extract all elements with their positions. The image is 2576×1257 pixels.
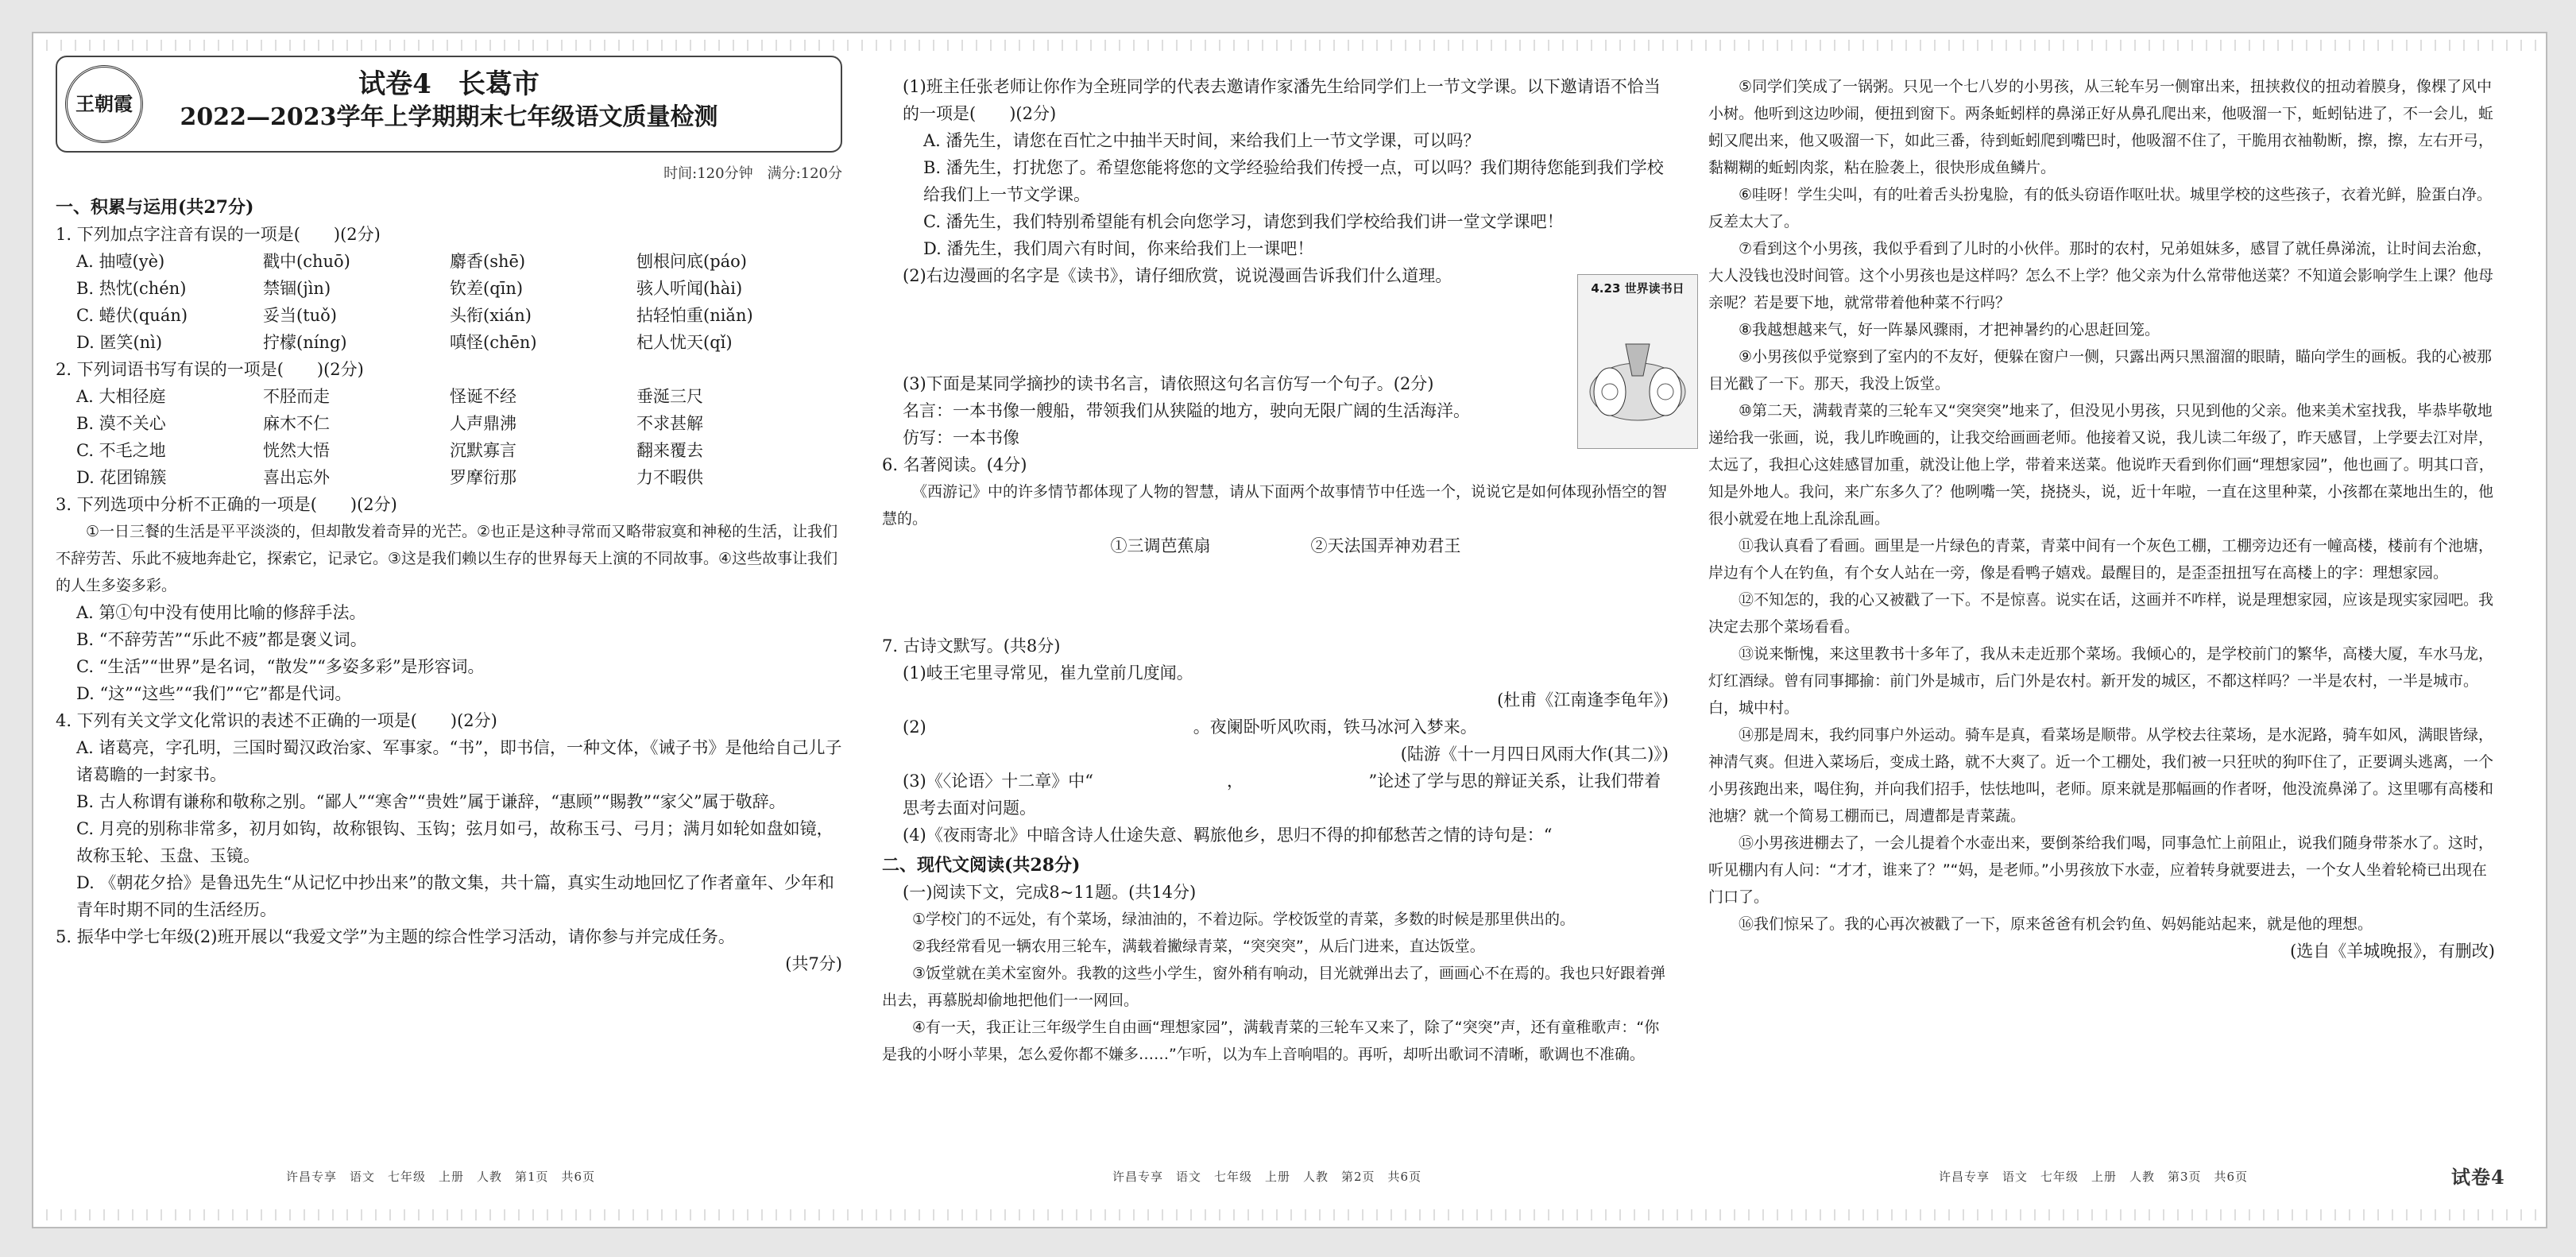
option-item: 沉默寡言 bbox=[450, 441, 516, 460]
column-1-content bbox=[56, 194, 842, 977]
exam-title: 试卷4 长葛市 bbox=[358, 68, 540, 100]
text-line: C. 潘先生，我们特别希望能有机会向您学习，请您到我们学校给我们讲一堂文学课吧！ bbox=[923, 212, 1564, 231]
option-item: 戳中(chuō) bbox=[263, 252, 350, 271]
option-row bbox=[56, 410, 842, 437]
text-line: (1)岐王宅里寻常见，崔九堂前几度闻。 bbox=[903, 663, 1193, 683]
option-item: 拧檬(níng) bbox=[263, 333, 347, 352]
option-item: 麻木不仁 bbox=[263, 414, 330, 433]
option-row bbox=[56, 302, 842, 329]
option-item: 刨根问底(páo) bbox=[636, 252, 747, 271]
text-line: A. 第①句中没有使用比喻的修辞手法。 bbox=[76, 603, 366, 622]
text-line: ⑪我认真看了看画。画里是一片绿色的青菜，青菜中间有一个灰色工棚，工棚旁边还有一幢高楼，楼前有个池塘，岸边有个人在钓鱼，有个女人站在一旁，像是看鸭子嬉戏。最醒目的，是歪歪扭扭写在高楼上的字：理想家园。 bbox=[1708, 537, 2494, 582]
page-footer-2: 许昌专享 语文 七年级 上册 人教 第2页 共6页 bbox=[1112, 1170, 1422, 1184]
option-row bbox=[56, 383, 842, 410]
page-footer-1: 许昌专享 语文 七年级 上册 人教 第1页 共6页 bbox=[286, 1170, 596, 1184]
text-line: B. 潘先生，打扰您了。希望您能将您的文学经验给我们传授一点，可以吗？我们期待您能到我们学校给我们上一节文学课。 bbox=[923, 158, 1664, 204]
text-line: 名言：一本书像一艘船，带领我们从狭隘的地方，驶向无限广阔的生活海洋。 bbox=[903, 401, 1470, 420]
option-item: 杞人忧天(qǐ) bbox=[636, 333, 733, 352]
text-line: ⑫不知怎的，我的心又被戳了一下。不是惊喜。说实在话，这画并不咋样，说是理想家园，应该是现实家园吧。我决定去那个菜场看看。 bbox=[1708, 591, 2494, 636]
text-line: (选自《羊城晚报》，有删改) bbox=[2290, 942, 2495, 961]
answer-space bbox=[882, 559, 1669, 632]
text-line: D. 《朝花夕拾》是鲁迅先生“从记忆中抄出来”的散文集，共十篇，真实生动地回忆了作者童年、少年和青年时期不同的生活经历。 bbox=[76, 873, 834, 919]
option-item: 恍然大悟 bbox=[263, 441, 330, 460]
column-3 bbox=[1708, 73, 2495, 965]
option-row bbox=[56, 275, 842, 302]
text-line: C. 月亮的别称非常多，初月如钩，故称银钩、玉钩；弦月如弓，故称玉弓、弓月；满月如轮如盘如镜，故称玉轮、玉盘、玉镜。 bbox=[76, 819, 834, 865]
exam-subtitle: 2022—2023学年上学期期末七年级语文质量检测 bbox=[180, 103, 718, 131]
text-line: C. “生活”“世界”是名词，“散发”“多姿多彩”是形容词。 bbox=[76, 657, 485, 676]
option-item: 罗摩衍那 bbox=[450, 468, 516, 487]
text-line bbox=[882, 289, 1669, 316]
text-line: (共7分) bbox=[785, 954, 842, 973]
option-item: B. 热忱(chén) bbox=[76, 279, 187, 298]
question-stem: 3. 下列选项中分析不正确的一项是( )(2分) bbox=[56, 495, 397, 514]
text-line: ①一日三餐的生活是平平淡淡的，但却散发着奇异的光芒。②也正是这种寻常而又略带寂寞和神秘的生活，让我们不辞劳苦、乐此不疲地奔赴它，探索它，记录它。③这是我们赖以生存的世界每天上演的不同故事。④这些故事让我们的人生多姿多彩。 bbox=[56, 523, 838, 594]
reading-day-comic bbox=[1577, 274, 1698, 449]
text-line: 《西游记》中的许多情节都体现了人物的智慧，请从下面两个故事情节中任选一个，说说它是如何体现孙悟空的智慧的。 bbox=[882, 483, 1668, 528]
publisher-logo bbox=[65, 65, 143, 143]
section-heading: 一、积累与运用(共27分) bbox=[56, 197, 254, 218]
text-line: ⑦看到这个小男孩，我似乎看到了儿时的小伙伴。那时的农村，兄弟姐妹多，感冒了就任鼻涕流，让时间去治愈，大人没钱也没时间管。这个小男孩也是这样吗？怎么不上学？他父亲为什么常带他送菜？不知道会影响学生上课？他母亲呢？若是要下地，就常带着他种菜不行吗？ bbox=[1708, 240, 2494, 311]
option-item: 不求甚解 bbox=[636, 414, 703, 433]
option-item: 力不暇供 bbox=[636, 468, 703, 487]
question-stem: 5. 振华中学七年级(2)班开展以“我爱文学”为主题的综合性学习活动，请你参与并完成任务。 bbox=[56, 927, 735, 946]
text-line: ⑨小男孩似乎觉察到了室内的不友好，便躲在窗户一侧，只露出两只黑溜溜的眼睛，瞄向学生的画板。我的心被那目光戳了一下。那天，我没上饭堂。 bbox=[1708, 348, 2493, 393]
question-stem: 1. 下列加点字注音有误的一项是( )(2分) bbox=[56, 225, 381, 244]
text-line: ⑤同学们笑成了一锅粥。只见一个七八岁的小男孩，从三轮车另一侧窜出来，扭挟救仪的扭动着膜身，像棵了风中小树。他听到这边吵闹，便扭到窗下。两条蚯蚓样的鼻涕正好从鼻孔爬出来，他吸溜一下，蚯蚓钻进了，不一会儿，蚯蚓又爬出来，他又吸溜一下，如此三番，待到蚯蚓爬到嘴巴时，他吸溜不住了，干脆用衣袖勒断，擦，擦，左右开弓，黏糊糊的蚯蚓肉浆，粘在脸袭上，很快形成鱼鳞片。 bbox=[1708, 78, 2494, 176]
section-heading: 二、现代文阅读(共28分) bbox=[882, 855, 1081, 876]
time-info: 时间:120分钟 满分:120分 bbox=[663, 165, 842, 182]
text-line: A. 诸葛亮，字孔明，三国时蜀汉政治家、军事家。“书”，即书信，一种文体，《诫子书》是他给自己儿子诸葛瞻的一封家书。 bbox=[76, 738, 842, 784]
text-line: B. “不辞劳苦”“乐此不疲”都是褒义词。 bbox=[76, 630, 367, 649]
top-wave-border bbox=[33, 40, 2546, 51]
text-line: 仿写：一本书像 bbox=[903, 428, 1019, 447]
text-line: B. 古人称谓有谦称和敬称之别。“鄙人”“寒舍”“贵姓”属于谦辞，“惠顾”“賜教”“家父”属于敬辞。 bbox=[76, 792, 786, 811]
question-stem: 6. 名著阅读。(4分) bbox=[882, 455, 1027, 474]
option-item: C. 蜷伏(quán) bbox=[76, 306, 188, 325]
text-line: (4)《夜雨寄北》中暗含诗人仕途失意、羁旅他乡，思归不得的抑郁愁苦之情的诗句是：“ bbox=[903, 826, 1553, 845]
option-item: A. 抽噎(yè) bbox=[76, 252, 165, 271]
text-line: (2)右边漫画的名字是《读书》，请仔细欣赏，说说漫画告诉我们什么道理。 bbox=[903, 266, 1452, 285]
text-line: ⑯我们惊呆了。我的心再次被戳了一下，原来爸爸有机会钓鱼、妈妈能站起来，就是他的理想。 bbox=[1739, 915, 2373, 933]
text-line: (陆游《十一月四日风雨大作(其二)》) bbox=[1400, 745, 1669, 764]
text-line: ②我经常看见一辆农用三轮车，满载着撇绿青菜，“突突突”，从后门进来，直达饭堂。 bbox=[912, 938, 1485, 955]
text-line: (2) 。夜阑卧听风吹雨，铁马冰河入梦来。 bbox=[903, 717, 1477, 737]
exam-header bbox=[56, 56, 842, 153]
option-item: A. 大相径庭 bbox=[76, 387, 166, 406]
option-item: 怪诞不经 bbox=[450, 387, 516, 406]
column-3-content bbox=[1708, 73, 2495, 965]
option-item: D. 匿笑(nì) bbox=[76, 333, 163, 352]
column-2 bbox=[882, 73, 1669, 1068]
option-item: 妥当(tuǒ) bbox=[263, 306, 337, 325]
answer-space bbox=[882, 316, 1669, 370]
option-row bbox=[56, 464, 842, 491]
book-scroll-illustration bbox=[1578, 296, 1697, 439]
question-stem: 4. 下列有关文学文化常识的表述不正确的一项是( )(2分) bbox=[56, 711, 497, 730]
text-line: ⑩第二天，满载青菜的三轮车又“突突突”地来了，但没见小男孩，只见到他的父亲。他来美术室找我，毕恭毕敬地递给我一张画，说，我儿昨晚画的，让我交给画画老师。他接着又说，我儿读二年级了，昨天感冒，上学要去江对岸，太远了，我担心这娃感冒加重，就没让他上学，带着来送菜。他说昨天看到你们画“理想家园”，他也画了。明其口音，知是外地人。我问，来广东多久了？他咧嘴一笑，挠挠头，说，近十年啦，一直在这里种菜，小孩都在菜地出生的，他很小就爱在地上乱涂乱画。 bbox=[1708, 402, 2494, 528]
text-line: (一)阅读下文，完成8~11题。(共14分) bbox=[903, 883, 1197, 902]
option-item: 垂涎三尺 bbox=[636, 387, 703, 406]
question-stem: 2. 下列词语书写有误的一项是( )(2分) bbox=[56, 360, 364, 379]
option-item: 人声鼎沸 bbox=[450, 414, 516, 433]
text-line: D. “这”“这些”“我们”“它”都是代词。 bbox=[76, 684, 352, 703]
option-item: B. 漠不关心 bbox=[76, 414, 166, 433]
text-line: ⑬说来惭愧，来这里教书十多年了，我从未走近那个菜场。我倾心的，是学校前门的繁华，高楼大厦，车水马龙，灯红酒绿。曾有同事揶揄：前门外是城市，后门外是农村。新开发的城区，不都这样吗？一半是农村，一半是城市。白，城中村。 bbox=[1708, 645, 2494, 717]
text-line: (1)班主任张老师让你作为全班同学的代表去邀请作家潘先生给同学们上一节文学课。以下邀请语不恰当的一项是( )(2分) bbox=[903, 77, 1661, 123]
text-line: ①学校门的不远处，有个菜场，绿油油的，不着边际。学校饭堂的青菜，多数的时候是那里供出的。 bbox=[912, 911, 1576, 928]
text-line: (杜甫《江南逢李龟年》) bbox=[1497, 690, 1669, 710]
text-line: ④有一天，我正让三年级学生自由画“理想家园”，满载青菜的三轮车又来了，除了“突突”声，还有童稚歌声：“你是我的小呀小苹果，怎么爱你都不嫌多……”乍听，以为车上音响唱的。再听，却听出歌词不清晰，歌调也不准确。 bbox=[882, 1019, 1660, 1063]
option-row bbox=[56, 248, 842, 275]
bottom-wave-border bbox=[33, 1209, 2546, 1220]
column-1 bbox=[56, 56, 842, 977]
question-stem: 7. 古诗文默写。(共8分) bbox=[882, 636, 1061, 656]
option-item: D. 花团锦簇 bbox=[76, 468, 167, 487]
comic-title: 4.23 世界读书日 bbox=[1591, 281, 1684, 296]
option-item: 头衔(xián) bbox=[450, 306, 532, 325]
option-item: 禁锢(jìn) bbox=[263, 279, 331, 298]
text-line: ⑭那是周末，我约同事户外运动。骑车是真，看菜场是顺带。从学校去往菜场，是水泥路，骑车如风，满眼皆绿，神清气爽。但进入菜场后，变成土路，就不大爽了。近一个工棚处，我们被一只狂吠的狗吓住了，正要调头逃离，一个小男孩跑出来，喝住狗，并向我们招手，怯怯地叫，老师。原来就是那幅画的作者呀，他没流鼻涕了。这里哪有高楼和池塘？就一个简易工棚而已，周遭都是青菜蔬。 bbox=[1708, 726, 2494, 825]
text-line: A. 潘先生，请您在百忙之中抽半天时间，来给我们上一节文学课，可以吗？ bbox=[923, 131, 1480, 150]
option-item: C. 不毛之地 bbox=[76, 441, 166, 460]
option-row bbox=[56, 329, 842, 356]
option-item: 翻来覆去 bbox=[636, 441, 703, 460]
option-item: 钦差(qīn) bbox=[450, 279, 524, 298]
option-item: 嗔怪(chēn) bbox=[450, 333, 537, 352]
text-line: ③饭堂就在美术室窗外。我教的这些小学生，窗外稍有响动，目光就弹出去了，画画心不在焉的。我也只好跟着弹出去，再慕脱却偷地把他们一一网回。 bbox=[882, 965, 1666, 1009]
column-2-content bbox=[882, 73, 1669, 1068]
option-item: 喜出忘外 bbox=[263, 468, 330, 487]
page-footer-3: 许昌专享 语文 七年级 上册 人教 第3页 共6页 bbox=[1939, 1170, 2249, 1184]
option-row bbox=[56, 437, 842, 464]
text-line: ⑥哇呀！学生尖叫，有的吐着舌头扮鬼脸，有的低头窃语作呕吐状。城里学校的这些孩子，衣着光鲜，脸蛋白净。反差太大了。 bbox=[1708, 186, 2493, 230]
text-line: D. 潘先生，我们周六有时间，你来给我们上一课吧！ bbox=[923, 239, 1314, 258]
text-line: ①三调芭蕉扇 ②天法国弄神劝君王 bbox=[1110, 536, 1461, 555]
logo-text: 王朝霞 bbox=[75, 92, 133, 115]
exam-number-badge: 试卷4 bbox=[2451, 1166, 2505, 1189]
option-item: 拈轻怕重(niǎn) bbox=[636, 306, 753, 325]
option-item: 骇人听闻(hài) bbox=[636, 279, 743, 298]
text-line: ⑧我越想越来气，好一阵暴风骤雨，才把神暑约的心思赶回笼。 bbox=[1739, 321, 2160, 338]
text-line: (3)下面是某同学摘抄的读书名言，请依照这句名言仿写一个句子。(2分) bbox=[903, 374, 1434, 393]
option-item: 麝香(shē) bbox=[450, 252, 526, 271]
option-item: 不胫而走 bbox=[263, 387, 330, 406]
text-line: (3)《〈论语〉十二章》中“ ， ”论述了学与思的辩证关系，让我们带着思考去面对问题。 bbox=[903, 772, 1661, 818]
text-line: ⑮小男孩进棚去了，一会儿提着个水壶出来，要倒茶给我们喝，同事急忙上前阻止，说我们随身带茶水了。这时，听见棚内有人问：“才才，谁来了？”“妈，是老师。”小男孩放下水壶，应着转身就要进去，一个女人坐着轮椅已出现在门口了。 bbox=[1708, 834, 2494, 906]
